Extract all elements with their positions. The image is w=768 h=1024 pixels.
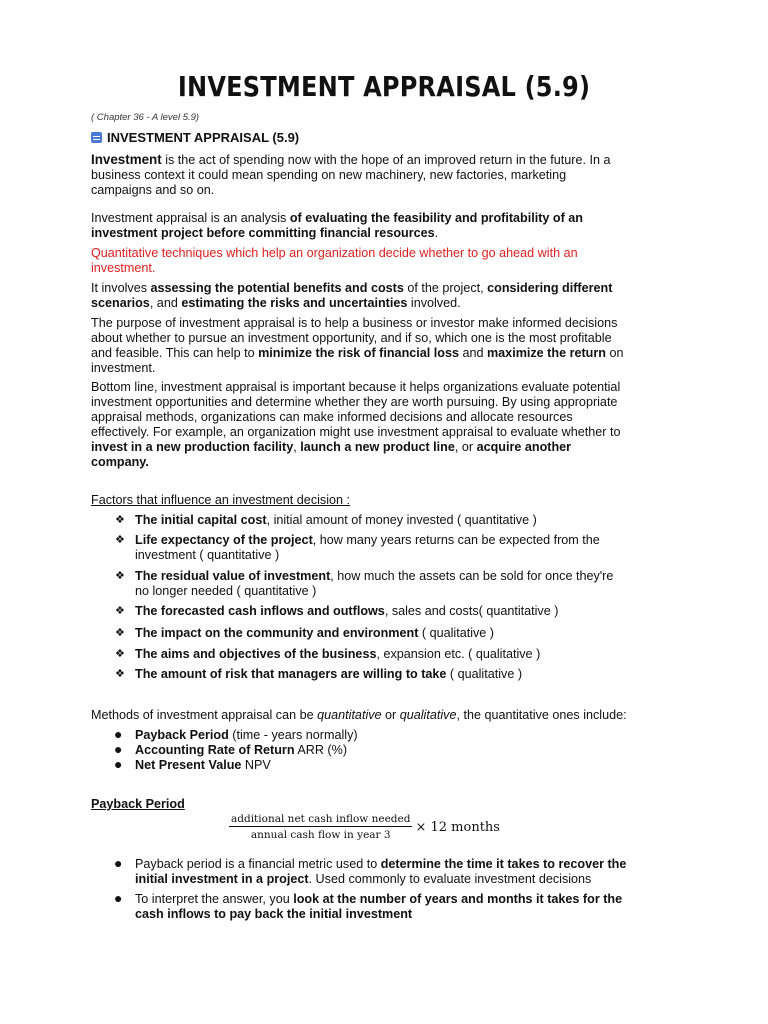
text: investment. xyxy=(91,361,156,375)
bold-text: The initial capital cost xyxy=(135,513,267,527)
bold-text: Payback Period xyxy=(135,728,229,742)
text: . Used commonly to evaluate investment decisions xyxy=(308,872,592,886)
bold-text: The impact on the community and environment xyxy=(135,626,419,640)
text: is the act of spending now with the hope of an improved return in the future. In a xyxy=(161,153,611,167)
text: Quantitative techniques which help an organization decide whether to go ahead with an xyxy=(91,246,578,260)
diamond-bullet-icon: ❖ xyxy=(115,570,125,582)
bold-text: estimating the risks and uncertainties xyxy=(181,296,408,310)
formula-multiplier: × 12 months xyxy=(415,819,500,835)
text: and xyxy=(458,346,487,360)
formula-denominator: annual cash flow in year 3 xyxy=(250,829,391,841)
bold-text: Life expectancy of the project xyxy=(135,533,313,547)
diamond-bullet-icon: ❖ xyxy=(115,627,125,639)
list-item xyxy=(115,533,680,563)
list-item xyxy=(115,513,680,528)
chapter-subtitle: ( Chapter 36 - A level 5.9) xyxy=(91,112,200,123)
text: , sales and costs( quantitative ) xyxy=(384,604,559,618)
bullet-icon: ● xyxy=(114,756,123,772)
payback-heading: Payback Period xyxy=(91,797,185,811)
paragraph-purpose xyxy=(91,316,681,376)
text: NPV xyxy=(241,758,271,772)
text: ( qualitative ) xyxy=(446,667,523,681)
diamond-bullet-icon: ❖ xyxy=(115,668,125,680)
document-icon xyxy=(91,132,102,143)
diamond-bullet-icon: ❖ xyxy=(115,648,125,660)
text: or xyxy=(381,708,400,722)
bold-text: cash inflows to pay back the initial investment xyxy=(135,907,413,921)
term-investment: Investment xyxy=(91,152,162,167)
paragraph-involves xyxy=(91,281,681,311)
bold-text: investment project before committing financial resources xyxy=(91,226,435,240)
italic-text: qualitative xyxy=(399,708,457,722)
text: , initial amount of money invested ( quantitative ) xyxy=(266,513,537,527)
text: (time - years normally) xyxy=(228,728,358,742)
bullet-icon: ● xyxy=(114,726,123,742)
list-item xyxy=(115,604,680,619)
bold-text: maximize the return xyxy=(486,346,606,360)
text: ( qualitative ) xyxy=(418,626,494,640)
text: and feasible. This can help to xyxy=(91,346,259,360)
bold-text: minimize the risk of financial loss xyxy=(258,346,459,360)
text: , how many years returns can be expected from the xyxy=(312,533,600,547)
section-tag-label: INVESTMENT APPRAISAL (5.9) xyxy=(107,130,300,145)
bullet-icon: ● xyxy=(114,890,123,906)
diamond-bullet-icon: ❖ xyxy=(115,534,125,546)
list-item xyxy=(115,569,680,599)
paragraph-appraisal-definition xyxy=(91,211,681,241)
text: Payback period is a financial metric used to xyxy=(135,857,381,871)
page-title: INVESTMENT APPRAISAL (5.9) xyxy=(177,70,591,103)
payback-formula xyxy=(229,813,500,841)
paragraph-bottom-line xyxy=(91,380,681,470)
text: about whether to pursue an investment opportunity, and if so, which one is the most profitable xyxy=(91,331,612,345)
text: no longer needed ( quantitative ) xyxy=(135,584,317,598)
text: investment. xyxy=(91,261,156,275)
bold-text: Net Present Value xyxy=(135,758,242,772)
text: Methods of investment appraisal can be xyxy=(91,708,318,722)
bold-text: determine the time it takes to recover the xyxy=(380,857,627,871)
text: , and xyxy=(149,296,182,310)
list-item xyxy=(114,855,680,887)
text: , expansion etc. ( qualitative ) xyxy=(376,647,541,661)
bold-text: considering different xyxy=(487,281,613,295)
list-item xyxy=(114,890,680,922)
text: Bottom line, investment appraisal is important because it helps organizations evaluate potential xyxy=(91,380,621,394)
bold-text: The residual value of investment xyxy=(135,569,331,583)
text: campaigns and so on. xyxy=(91,183,215,197)
list-item xyxy=(114,741,680,758)
text: The purpose of investment appraisal is to help a business or investor make informed decisions xyxy=(91,316,618,330)
diamond-bullet-icon: ❖ xyxy=(115,605,125,617)
text: of the project, xyxy=(403,281,488,295)
text: To interpret the answer, you xyxy=(135,892,294,906)
bold-text: initial investment in a project xyxy=(135,872,309,886)
text: effectively. For example, an organization might use investment appraisal to evaluate whether to xyxy=(91,425,621,439)
bold-text: invest in a new production facility xyxy=(91,440,294,454)
list-item xyxy=(115,626,680,641)
bold-text: company. xyxy=(91,455,149,469)
bold-text: scenarios xyxy=(91,296,150,310)
bold-text: Accounting Rate of Return xyxy=(135,743,295,757)
section-tag[interactable] xyxy=(91,130,299,145)
text: Investment appraisal is an analysis xyxy=(91,211,290,225)
text: , or xyxy=(454,440,477,454)
bullet-icon: ● xyxy=(114,741,123,757)
text: investment ( quantitative ) xyxy=(135,548,280,562)
text: It involves xyxy=(91,281,151,295)
list-item xyxy=(114,756,680,773)
text: business context it could mean spending on new machinery, new factories, marketing xyxy=(91,168,567,182)
bold-text: look at the number of years and months it takes for the xyxy=(293,892,623,906)
paragraph-investment-definition xyxy=(91,152,681,198)
text: involved. xyxy=(407,296,461,310)
bold-text: of evaluating the feasibility and profitability of an xyxy=(289,211,583,225)
diamond-bullet-icon: ❖ xyxy=(115,514,125,526)
factors-heading: Factors that influence an investment decision : xyxy=(91,493,351,507)
bold-text: assessing the potential benefits and costs xyxy=(150,281,404,295)
formula-numerator: additional net cash inflow needed xyxy=(231,813,411,825)
list-item xyxy=(115,667,680,682)
bold-text: launch a new product line xyxy=(300,440,455,454)
bold-text: The amount of risk that managers are willing to take xyxy=(135,667,447,681)
text: investment opportunities and determine whether they are worth pursuing. By using appropriate xyxy=(91,395,618,409)
italic-text: quantitative xyxy=(317,708,382,722)
list-item xyxy=(114,726,680,743)
text: , xyxy=(293,440,301,454)
bullet-icon: ● xyxy=(114,855,123,871)
methods-paragraph xyxy=(91,708,681,723)
text: ARR (%) xyxy=(294,743,348,757)
text: , how much the assets can be sold for once they're xyxy=(330,569,614,583)
text: on xyxy=(605,346,624,360)
bold-text: The forecasted cash inflows and outflows xyxy=(135,604,385,618)
bold-text: acquire another xyxy=(476,440,572,454)
paragraph-quantitative-note xyxy=(91,246,681,276)
bold-text: The aims and objectives of the business xyxy=(135,647,377,661)
text: , the quantitative ones include: xyxy=(456,708,627,722)
text: appraisal methods, organizations can make informed decisions and allocate resources xyxy=(91,410,573,424)
list-item xyxy=(115,647,680,662)
formula-fraction xyxy=(229,813,412,841)
text: . xyxy=(434,226,439,240)
